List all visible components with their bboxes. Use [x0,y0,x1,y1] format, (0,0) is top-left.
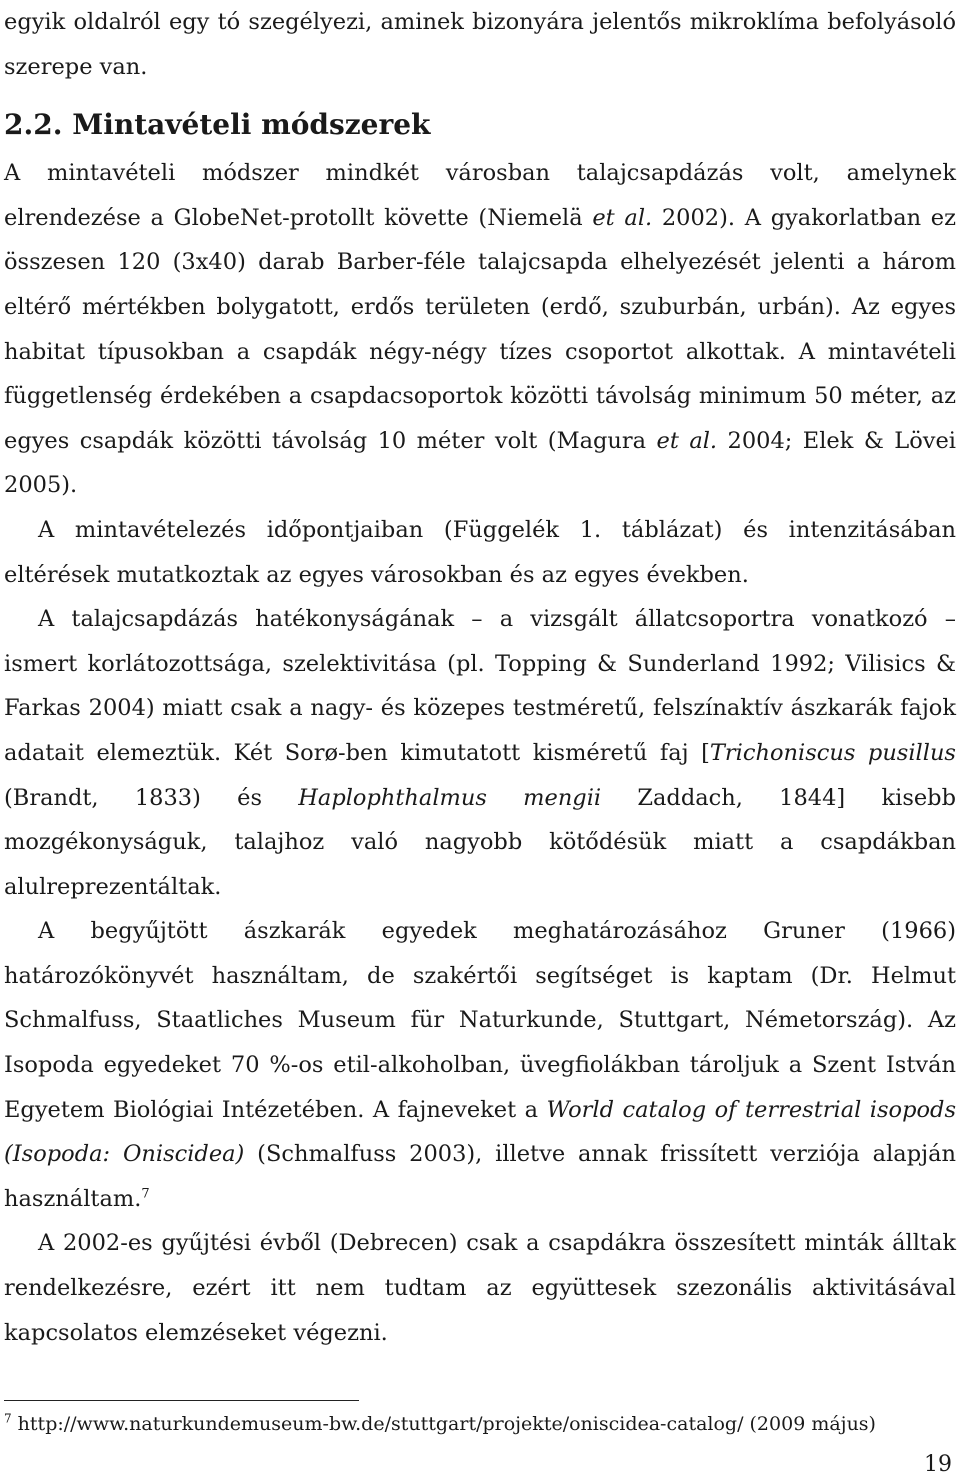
footnote-link[interactable]: http://www.naturkundemuseum-bw.de/stuttgart/projekte/oniscidea-catalog/ (2009 május) [11,1413,876,1435]
text-run: (Schmalfuss 2003), illetve annak frissített verziója alapján használtam. [4,1141,956,1212]
italic-title: World catalog of terrestrial isopods (Isopoda: Oniscidea) [4,1096,956,1168]
intro-paragraph: egyik oldalról egy tó szegélyezi, aminek bizonyára jelentős mikroklíma befolyásoló szerepe van. [4,9,956,80]
text-run: A begyűjtött ászkarák egyedek meghatározásához Gruner (1966) határozókönyvét használtam, de szakértői segítséget is kaptam (Dr. Helmut Schmalfuss, Staatliches Museum für Naturkunde, Stuttgart, Németország). Az Isopoda egyedeket 70 %-os etil-alkoholban, üvegfiolákban tároljuk a Szent István Egyetem Biológiai Intézetében. A fajneveket a [4,918,956,1123]
page-number: 19 [924,1452,952,1477]
paragraph-data-availability: A 2002-es gyűjtési évből (Debrecen) csak a csapdákra összesített minták álltak rendelkezésre, ezért itt nem tudtam az együttesek szezonális aktivitásával kapcsolatos elemzéseket végezni. [4,1230,956,1346]
paragraph-sampling-method [4,151,956,508]
footnote-reference[interactable]: 7 [141,1186,150,1202]
italic-species-name: Trichoniscus pusillus [709,739,956,766]
text-run: 2002). A gyakorlatban ez összesen 120 (3x40) darab Barber-féle talajcsapda elhelyezését jelenti a három eltérő mértékben bolygatott, erdős területen (erdő, szuburbán, urbán). Az egyes habitat típusokban a csapdák négy-négy tízes csoportot alkottak. A mintavételi függetlenség érdekében a csapdacsoportok közötti távolság minimum 50 méter, az egyes csapdák közötti távolság 10 méter volt (Magura [4,204,956,454]
text-run: A talajcsapdázás hatékonyságának – a vizsgált állatcsoportra vonatkozó – ismert korlátozottsága, szelektivitása (pl. Topping & Sunderland 1992; Vilisics & Farkas 2004) miatt csak a nagy- és közepes testméretű, felszínaktív ászkarák fajok adatait elemeztük. Két Sorø-ben kimutatott kisméretű faj [ [4,606,956,766]
text-run: (Brandt, 1833) és [4,784,299,811]
paragraph-sampling-timing: A mintavételezés időpontjaiban (Függelék 1. táblázat) és intenzitásában eltérések mutatkoztak az egyes városokban és az egyes években. [4,516,956,588]
footnote [4,1409,956,1439]
footnote-number: 7 [4,1411,12,1426]
text-run: Zaddach, 1844] kisebb mozgékonyságuk, talajhoz való nagyobb kötődésük miatt a csapdákban alulreprezentáltak. [4,784,956,900]
paragraph-trap-limitations [4,597,956,909]
text-run: A mintavételi módszer mindkét városban talajcsapdázás volt, amelynek elrendezése a GlobeNet-protollt követte (Niemelä [4,160,956,231]
footnote-separator [4,1400,359,1401]
section-heading: 2.2. Mintavételi módszerek [4,108,431,142]
paragraph-identification [4,909,956,1221]
text-run: 2004; Elek & Lövei 2005). [4,427,956,499]
document-page [4,0,956,1483]
italic-text: et al. [592,204,653,231]
italic-species-name: Haplophthalmus mengii [298,784,602,811]
italic-text: et al. [656,427,718,454]
